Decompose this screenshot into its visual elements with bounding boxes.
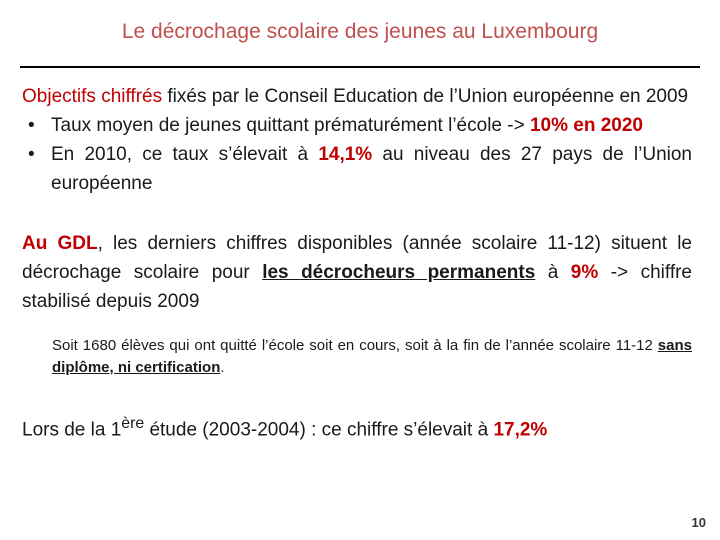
spacer [22,198,692,229]
gdl-text-3: -> chiffre stabilisé depuis 2009 [22,262,692,312]
gdl-highlight: Au GDL [22,233,98,254]
title-divider [20,66,700,68]
first-study-text-2: étude (2003-2004) : ce chiffre s’élevait à [144,419,494,441]
bullet-highlight: 10% en 2020 [529,115,643,136]
slide-content [22,82,692,444]
intro-paragraph [22,82,692,111]
first-study-highlight: 17,2% [493,419,548,441]
bullet-item [22,140,692,198]
page-number: 10 [691,515,706,530]
note-end: . [220,359,225,376]
gdl-text-1: , les derniers chiffres disponibles (année scolaire 11-12) situent le décrochage scolaire pour [22,233,693,283]
first-study-sup: ère [121,415,145,432]
gdl-paragraph [22,229,692,316]
bullet-text: Taux moyen de jeunes quittant prématurément l’école -> [51,115,530,136]
first-study-paragraph [22,409,692,444]
bullet-highlight: 14,1% [318,144,373,165]
gdl-highlight-2: 9% [570,262,599,283]
spacer [22,316,692,335]
slide-title: Le décrochage scolaire des jeunes au Luxembourg [121,20,599,43]
gdl-underline: les décrocheurs permanents [262,262,536,283]
bullet-icon: • [28,115,35,136]
note-text: Soit 1680 élèves qui ont quitté l’école soit en cours, soit à la fin de l’année scolaire 11-12 [52,337,658,354]
bullet-icon: • [28,144,35,165]
note-paragraph [52,335,692,379]
intro-text: fixés par le Conseil Education de l’Union européenne en 2009 [162,86,689,107]
bullet-item [22,111,692,140]
bullet-text: En 2010, ce taux s’élevait à [51,144,319,165]
intro-highlight: Objectifs chiffrés [22,86,163,107]
gdl-text-2: à [535,262,571,283]
spacer [22,379,692,409]
first-study-text-1: Lors de la 1 [22,419,122,441]
bullet-tail: au niveau des 27 pays de l’Union européenne [51,144,692,194]
note-underline: sans diplôme, ni certification [52,337,692,376]
